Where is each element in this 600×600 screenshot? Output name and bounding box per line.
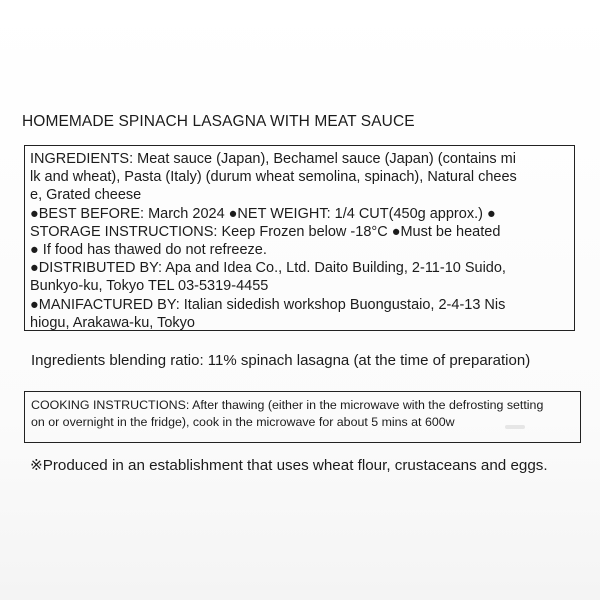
cooking-instructions-box [24,391,581,443]
print-smudge [505,425,525,429]
ingredients-line: e, Grated cheese [30,187,142,204]
cooking-instructions-line: on or overnight in the fridge), cook in the microwave for about 5 mins at 600w [31,415,455,429]
ingredients-box [24,145,575,331]
refreeze-warning-line: ● If food has thawed do not refreeze. [30,242,267,259]
blending-ratio-text: Ingredients blending ratio: 11% spinach lasagna (at the time of preparation) [31,352,531,369]
storage-instructions-line: STORAGE INSTRUCTIONS: Keep Frozen below -18°C ●Must be heated [30,223,501,240]
cooking-instructions-line: COOKING INSTRUCTIONS: After thawing (either in the microwave with the defrosting setting [31,398,544,412]
allergen-note: ※Produced in an establishment that uses wheat flour, crustaceans and eggs. [30,457,548,474]
product-title: HOMEMADE SPINACH LASAGNA WITH MEAT SAUCE [22,113,415,130]
manufacturer-line: hiogu, Arakawa-ku, Tokyo [30,314,195,331]
distributor-line: ●DISTRIBUTED BY: Apa and Idea Co., Ltd. Daito Building, 2-11-10 Suido, [30,260,506,277]
ingredients-line: lk and wheat), Pasta (Italy) (durum wheat semolina, spinach), Natural chees [30,169,517,186]
distributor-line: Bunkyo-ku, Tokyo TEL 03-5319-4455 [30,278,269,295]
best-before-weight-line: ●BEST BEFORE: March 2024 ●NET WEIGHT: 1/4 CUT(450g approx.) ● [30,205,496,222]
manufacturer-line: ●MANIFACTURED BY: Italian sidedish workshop Buongustaio, 2-4-13 Nis [30,296,506,313]
ingredients-line: INGREDIENTS: Meat sauce (Japan), Bechamel sauce (Japan) (contains mi [30,151,516,167]
